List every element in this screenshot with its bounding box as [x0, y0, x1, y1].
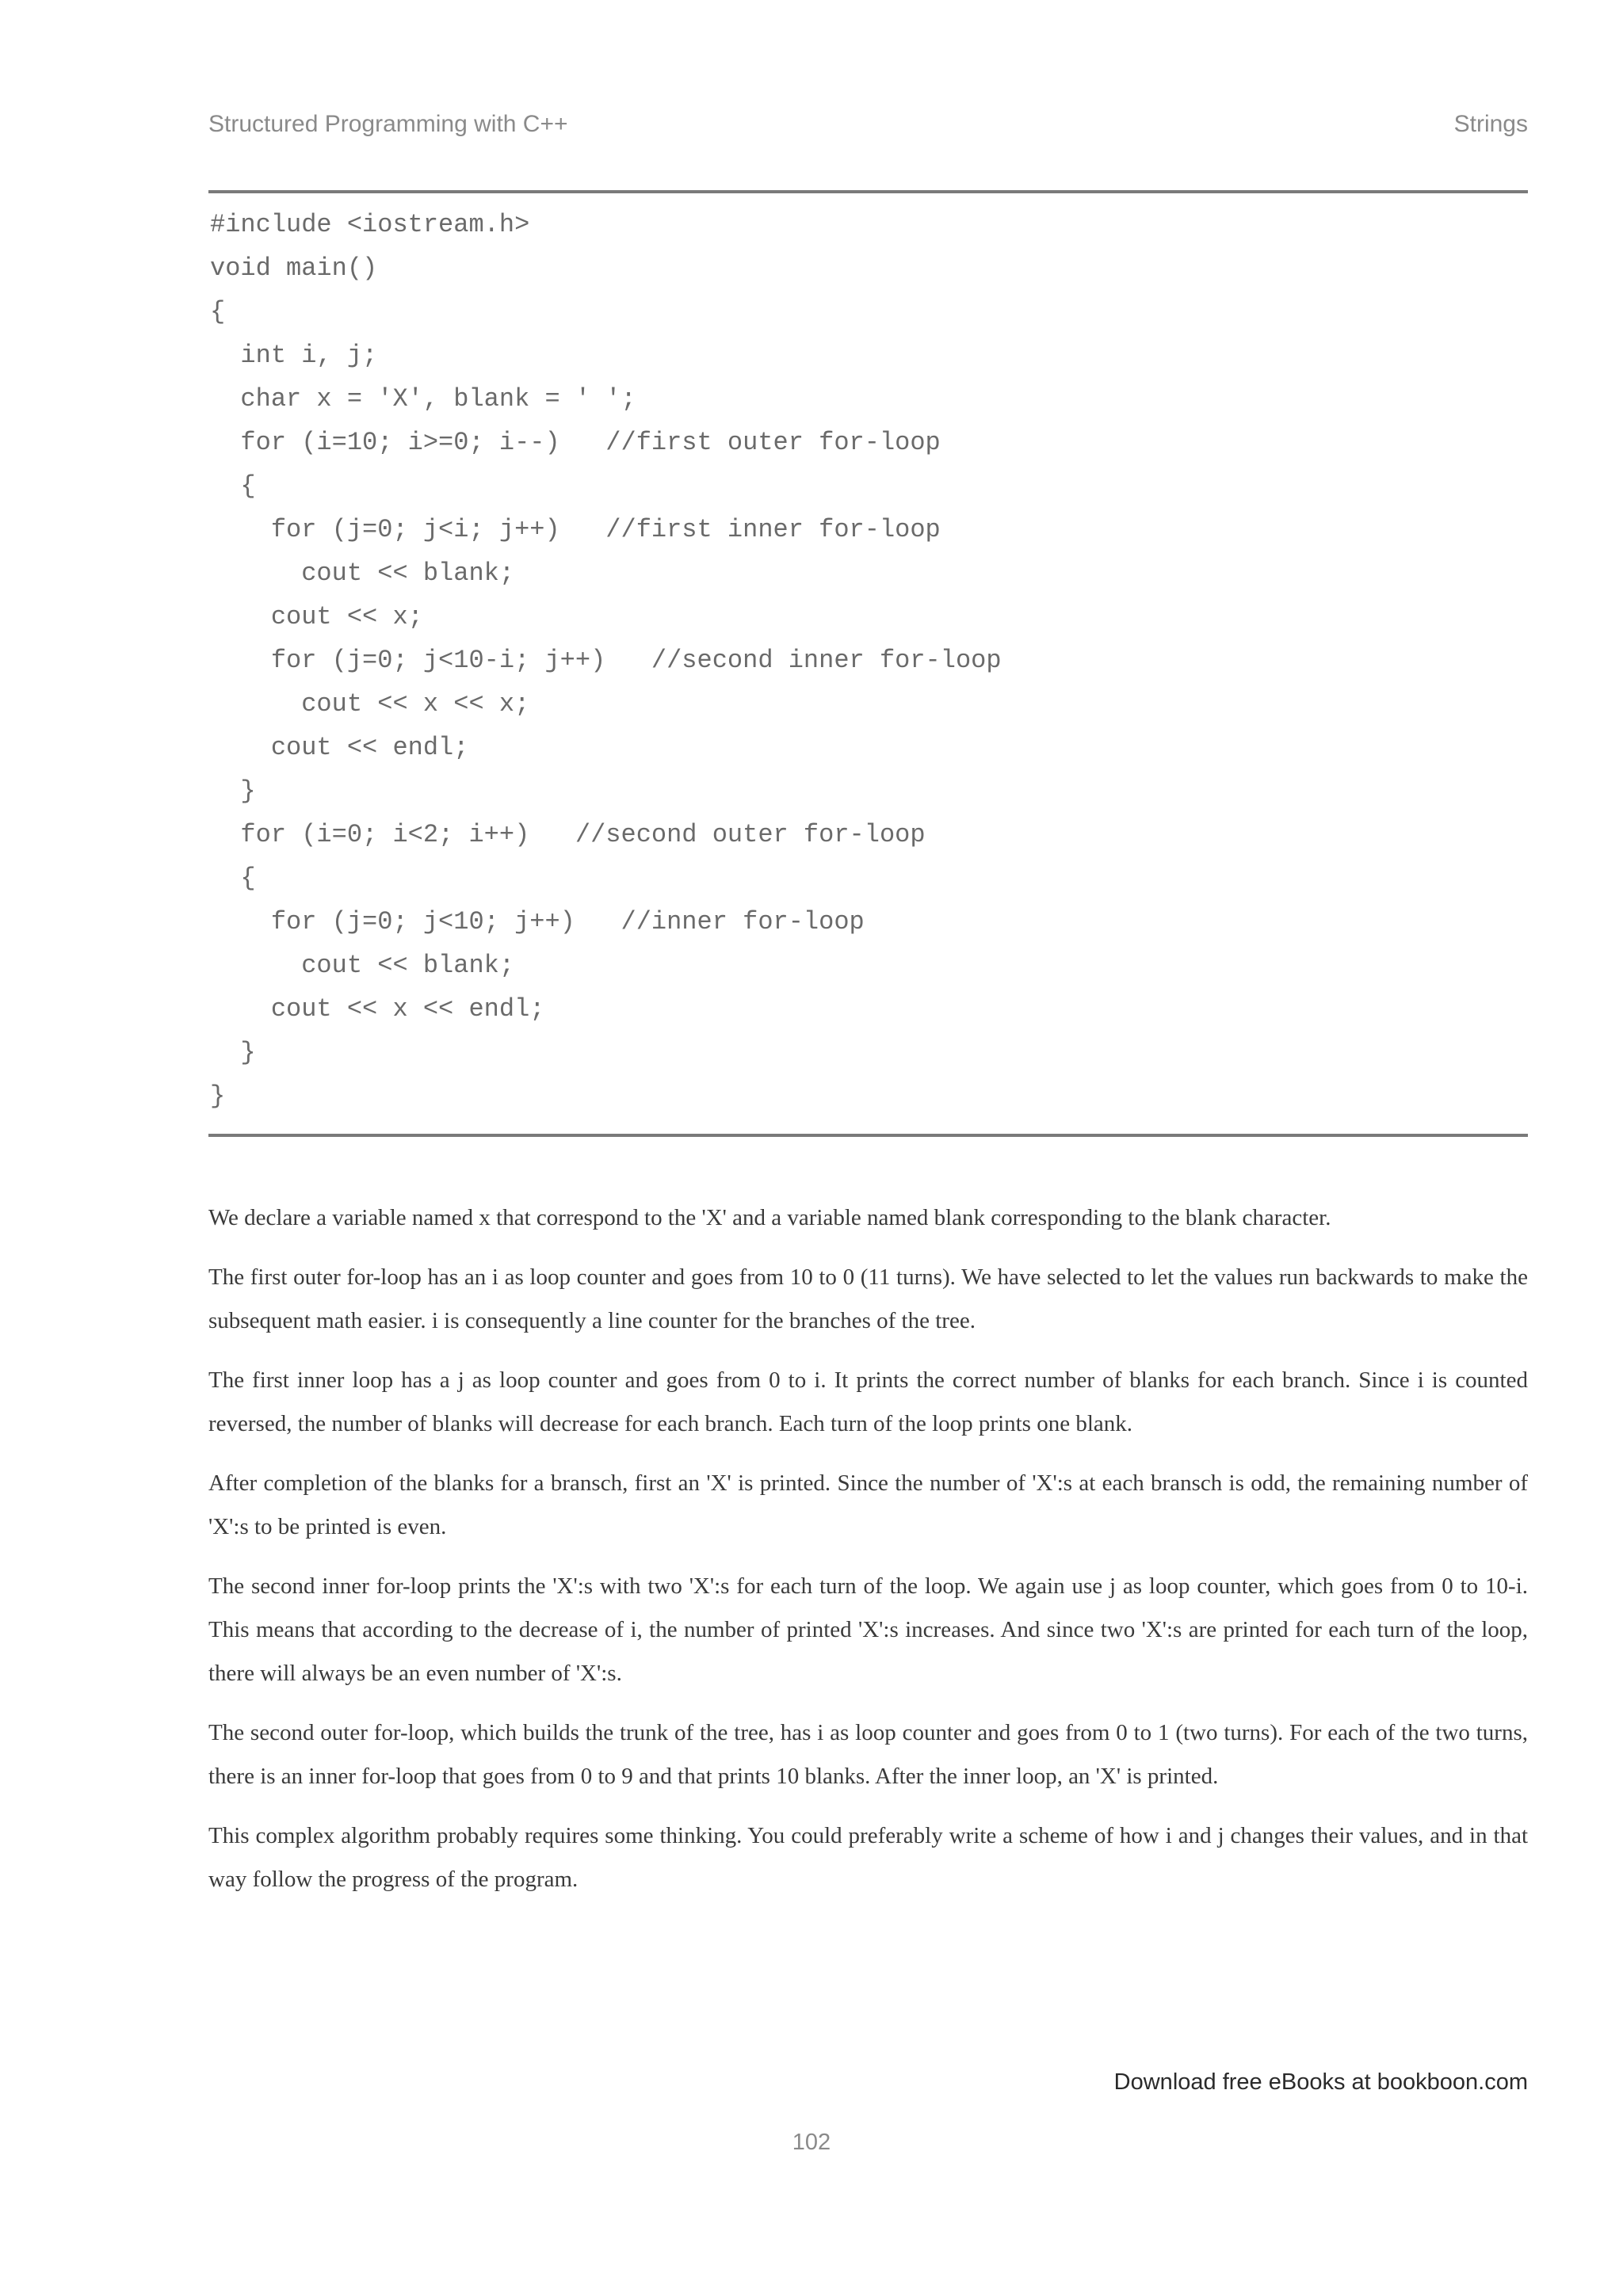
paragraph: The second outer for-loop, which builds the trunk of the tree, has i as loop counter and goes from 0 to 1 (two turns). For each of the two turns, there is an inner for-loop that goes from 0 to 9 and that prints 10 blanks. After the inner loop, an 'X' is printed. [208, 1720, 1528, 1789]
page-number: 102 [792, 2130, 831, 2155]
running-header-title: Structured Programming with C++ [208, 111, 568, 137]
code-line: int i, j; [210, 341, 378, 370]
code-line: #include <iostream.h> [210, 210, 530, 239]
code-line: void main() [210, 254, 378, 283]
code-line: { [210, 297, 226, 326]
code-line: } [210, 1038, 256, 1067]
code-line: cout << x << endl; [210, 994, 545, 1024]
code-line: for (i=10; i>=0; i--) //first outer for-loop [210, 428, 941, 457]
code-line: { [210, 471, 256, 501]
code-line: for (j=0; j<10; j++) //inner for-loop [210, 907, 865, 936]
code-bottom-rule [208, 1134, 1528, 1137]
paragraph: The first inner loop has a j as loop counter and goes from 0 to i. It prints the correct number of blanks for each branch. Since i is counted reversed, the number of blanks will decrease for each branch. Each turn of the loop prints one blank. [208, 1367, 1528, 1436]
code-line: cout << blank; [210, 559, 515, 588]
code-top-rule [208, 190, 1528, 193]
paragraph: The second inner for-loop prints the 'X':s with two 'X':s for each turn of the loop. We again use j as loop counter, which goes from 0 to 10-i. This means that according to the decrease of i, the number of printed 'X':s increases. And since two 'X':s are printed for each turn of the loop, there will always be an even number of 'X':s. [208, 1573, 1528, 1686]
paragraph: After completion of the blanks for a bransch, first an 'X' is printed. Since the number of 'X':s at each bransch is odd, the remaining number of 'X':s to be printed is even. [208, 1470, 1528, 1539]
code-line: for (i=0; i<2; i++) //second outer for-loop [210, 820, 926, 849]
code-line: char x = 'X', blank = ' '; [210, 384, 636, 414]
code-line: { [210, 864, 256, 893]
code-line: cout << endl; [210, 733, 469, 762]
body-text [208, 1196, 1528, 1917]
code-line: cout << blank; [210, 951, 515, 980]
paragraph: This complex algorithm probably requires some thinking. You could preferably write a scheme of how i and j changes their values, and in that way follow the progress of the program. [208, 1823, 1528, 1892]
download-ebooks-link[interactable]: Download free eBooks at bookboon.com [1113, 2069, 1528, 2095]
code-line: for (j=0; j<i; j++) //first inner for-loop [210, 515, 941, 544]
code-line: } [210, 776, 256, 806]
paragraph: We declare a variable named x that correspond to the 'X' and a variable named blank corresponding to the blank character. [208, 1205, 1331, 1230]
code-line: cout << x << x; [210, 689, 530, 719]
code-line: } [210, 1081, 226, 1111]
code-line: cout << x; [210, 602, 423, 631]
running-header-chapter: Strings [1453, 111, 1528, 137]
paragraph: The first outer for-loop has an i as loop counter and goes from 10 to 0 (11 turns). We have selected to let the values run backwards to make the subsequent math easier. i is consequently a line counter for the branches of the tree. [208, 1264, 1528, 1333]
code-line: for (j=0; j<10-i; j++) //second inner for-loop [210, 646, 1002, 675]
code-listing [210, 203, 1526, 1118]
